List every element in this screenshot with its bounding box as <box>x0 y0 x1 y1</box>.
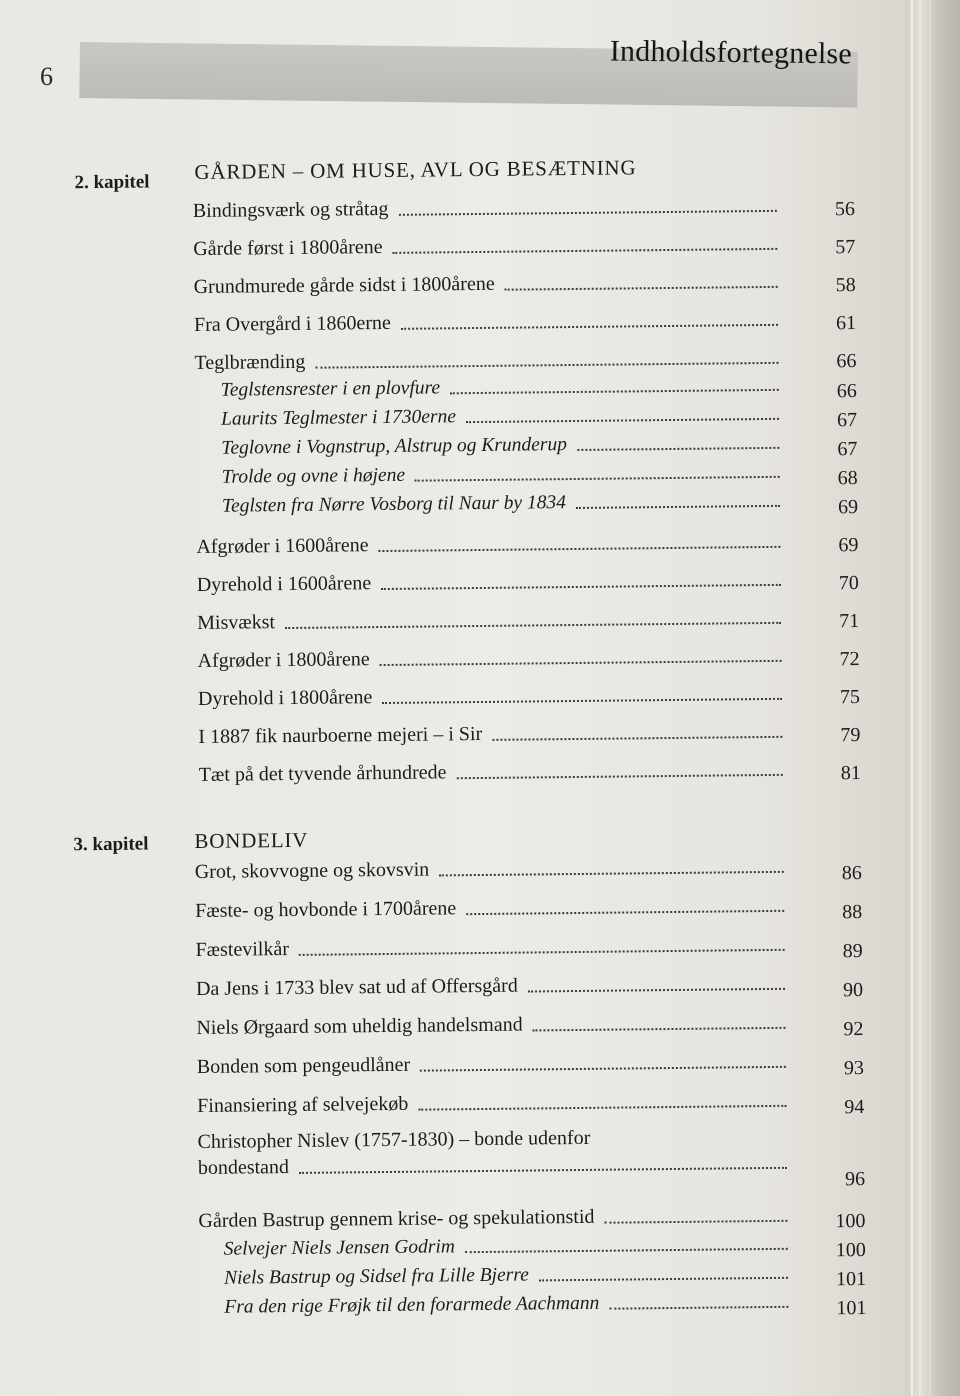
dot-leader <box>466 910 784 915</box>
page-ref: 90 <box>842 979 864 1002</box>
toc-entry: Bindingsværk og stråtag <box>193 194 785 223</box>
dot-leader <box>609 1306 788 1310</box>
dot-leader <box>505 286 778 291</box>
page-edge-line <box>929 0 931 1396</box>
page-ref: 81 <box>840 762 861 785</box>
toc-entry: Afgrøder i 1600årene <box>196 530 788 559</box>
page-ref: 94 <box>844 1095 865 1119</box>
dot-leader <box>379 546 781 552</box>
toc-entry: bondestand <box>198 1151 795 1180</box>
dot-leader <box>605 1220 788 1224</box>
page-ref: 69 <box>837 496 859 519</box>
dot-leader <box>418 1105 786 1111</box>
page-ref: 58 <box>835 274 856 297</box>
dot-leader <box>528 988 785 993</box>
page-ref: 61 <box>835 312 857 335</box>
page-ref: 72 <box>839 648 860 671</box>
toc-entry: Bonden som pengeudlåner <box>197 1050 794 1079</box>
page-ref: 71 <box>839 610 860 633</box>
dot-leader <box>380 660 782 666</box>
adjacent-pages-edge <box>905 0 960 1396</box>
dot-leader <box>401 324 778 330</box>
toc-entry: Afgrøder i 1800årene <box>197 644 789 673</box>
page-ref: 70 <box>838 572 859 595</box>
dot-leader <box>299 949 785 956</box>
toc-entry: Da Jens i 1733 blev sat ud af Offersgård <box>196 972 793 1001</box>
dot-leader <box>393 248 778 254</box>
toc-entry: Dyrehold i 1800årene <box>198 682 790 711</box>
dot-leader <box>439 871 784 877</box>
dot-leader <box>415 476 780 482</box>
dot-leader <box>382 698 782 704</box>
page-ref: 66 <box>836 380 857 403</box>
page-ref: 56 <box>834 198 855 221</box>
page-ref: 92 <box>843 1018 864 1041</box>
dot-leader <box>576 505 780 509</box>
page-ref: 89 <box>842 940 863 963</box>
toc-subentry: Niels Bastrup og Sidsel fra Lille Bjerre <box>224 1262 796 1290</box>
toc-entry: Misvækst <box>197 606 789 635</box>
page-edge-line <box>919 0 921 1396</box>
toc-subentry: Fra den rige Frøjk til den forarmede Aachmann <box>224 1291 796 1319</box>
page-ref: 100 <box>835 1238 866 1262</box>
dot-leader <box>466 418 779 423</box>
toc-entry: I 1887 fik naurboerne mejeri – i Sir <box>198 720 790 749</box>
page-ref: 93 <box>843 1057 864 1080</box>
toc-entry: Teglbrænding <box>194 346 786 375</box>
chapter-title: GÅRDEN – OM HUSE, AVL OG BESÆTNING <box>194 155 637 184</box>
page-ref: 75 <box>839 686 861 709</box>
page-ref: 67 <box>837 438 858 461</box>
dot-leader <box>577 447 779 451</box>
toc-entry-line1: Christopher Nislev (1757-1830) – bonde udenfor <box>197 1126 591 1153</box>
dot-leader <box>492 736 782 741</box>
page-ref: 67 <box>836 409 858 432</box>
page-ref: 66 <box>836 350 857 373</box>
page-ref: 101 <box>836 1296 867 1320</box>
toc-entry: Gården Bastrup gennem krise- og spekulationstid <box>198 1204 795 1233</box>
dot-leader <box>381 584 781 590</box>
chapter-label: 3. kapitel <box>73 833 149 856</box>
page-ref: 79 <box>840 724 861 747</box>
toc-entry: Dyrehold i 1600årene <box>197 568 789 597</box>
dot-leader <box>465 1248 788 1253</box>
page-ref: 86 <box>841 862 862 885</box>
dot-leader <box>533 1027 786 1032</box>
page-ref: 100 <box>835 1209 866 1233</box>
header-title: Indholdsfortegnelse <box>609 34 853 71</box>
dot-leader <box>315 362 778 369</box>
page-ref: 101 <box>835 1267 867 1291</box>
page-ref: 68 <box>837 467 858 490</box>
toc-entry: Grot, skovvogne og skovsvin <box>195 855 792 884</box>
toc-entry: Niels Ørgaard som uheldig handelsmand <box>196 1011 793 1040</box>
toc-subentry: Selvejer Niels Jensen Godrim <box>224 1233 796 1261</box>
toc-subentry: Teglovne i Vognstrup, Alstrup og Krunderup <box>221 432 787 460</box>
page-ref: 69 <box>838 534 859 557</box>
toc-entry: Tæt på det tyvende århundrede <box>199 758 791 787</box>
dot-leader <box>456 774 782 779</box>
page-number: 6 <box>40 62 53 91</box>
dot-leader <box>398 210 776 216</box>
toc-entry: Grundmurede gårde sidst i 1800årene <box>194 270 786 299</box>
dot-leader <box>420 1066 786 1072</box>
chapter-label: 2. kapitel <box>74 171 150 194</box>
dot-leader <box>285 622 781 629</box>
toc-subentry: Teglstensrester i en plovfure <box>221 374 787 402</box>
toc-entry: Fæstevilkår <box>195 933 792 962</box>
page-ref: 57 <box>835 236 856 259</box>
dot-leader <box>539 1277 788 1282</box>
toc-entry: Finansiering af selvejekøb <box>197 1089 794 1118</box>
toc-entry: Fra Overgård i 1860erne <box>194 308 786 337</box>
page-edge-line <box>911 0 913 1396</box>
page-ref: 96 <box>844 1167 866 1191</box>
chapter-title: BONDELIV <box>194 827 309 853</box>
toc-subentry: Laurits Teglmester i 1730erne <box>221 403 787 431</box>
toc-subentry: Trolde og ovne i højene <box>222 461 788 489</box>
toc-entry: Gårde først i 1800årene <box>193 232 785 261</box>
dot-leader <box>299 1167 787 1174</box>
toc-subentry: Teglsten fra Nørre Vosborg til Naur by 1834 <box>222 490 788 518</box>
dot-leader <box>450 389 779 394</box>
page-ref: 88 <box>842 901 863 924</box>
toc-entry: Fæste- og hovbonde i 1700årene <box>195 894 792 923</box>
